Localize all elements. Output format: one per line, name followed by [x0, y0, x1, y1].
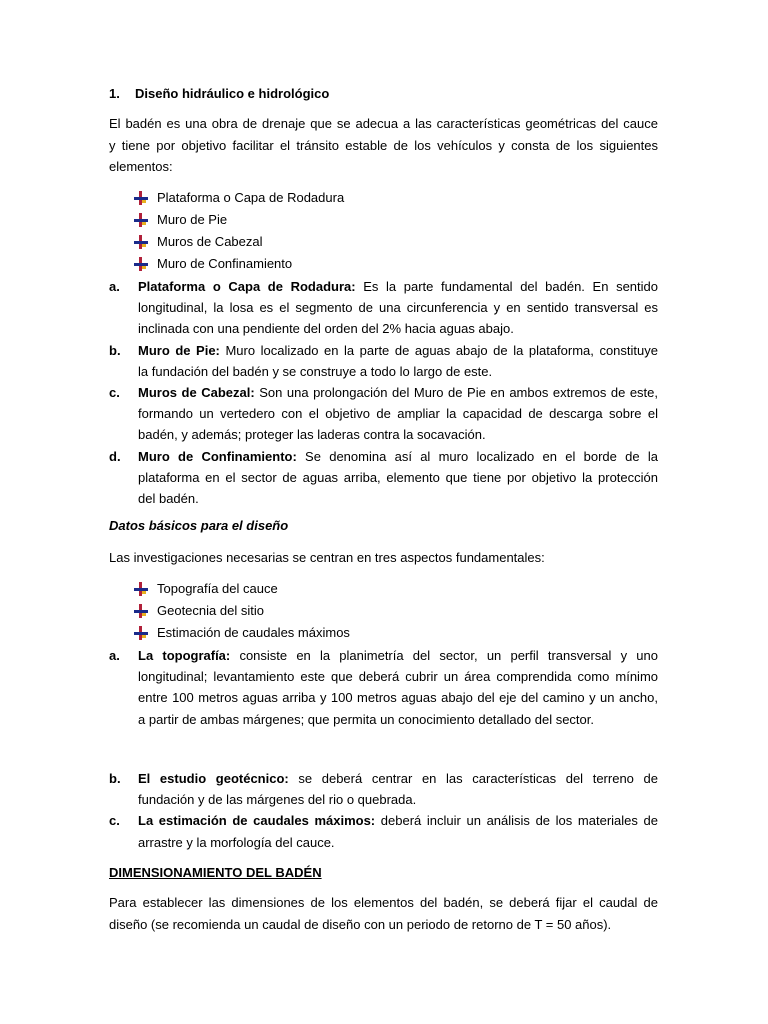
list-item	[134, 231, 344, 253]
item-text: Son una prolongación del Muro de Pie en ambos extremos de este,	[254, 384, 659, 400]
cross-bullet-icon	[134, 235, 148, 249]
item-text: a partir de ambas márgenes; que permita un conocimiento detallado del sector.	[138, 711, 594, 727]
subsection-title: Datos básicos para el diseño	[109, 518, 289, 533]
item-text: Muro localizado en la parte de aguas abajo de la plataforma, constituye	[219, 342, 658, 358]
item-term: La estimación de caudales máximos:	[138, 813, 376, 829]
item-text: badén, y además; proteger las laderas contra la socavación.	[138, 427, 486, 443]
item-term: Muro de Confinamiento:	[138, 448, 297, 464]
dimensionamiento-paragraph	[109, 892, 658, 935]
list-item	[134, 578, 350, 600]
item-text: arrastre y la morfología del cauce.	[138, 834, 335, 850]
cross-bullet-icon	[134, 191, 148, 205]
aspect-definitions-bc	[109, 768, 658, 853]
item-text: Es la parte fundamental del badén. En sentido	[355, 279, 658, 294]
definition-item	[109, 276, 658, 340]
list-item-label: Muro de Pie	[157, 212, 228, 227]
list-item-label: Estimación de caudales máximos	[157, 625, 350, 640]
cross-bullet-icon	[134, 604, 148, 618]
section-title: Diseño hidráulico e hidrológico	[135, 86, 330, 101]
item-letter: d.	[109, 448, 121, 464]
item-text: la fundación del badén y se construye a todo lo largo de este.	[138, 363, 493, 379]
aspects-bullet-list	[134, 578, 350, 644]
list-item	[134, 187, 344, 209]
list-item	[134, 253, 344, 275]
list-item-label: Plataforma o Capa de Rodadura	[157, 190, 345, 205]
list-item-label: Muro de Confinamiento	[157, 256, 293, 271]
paragraph-line: Las investigaciones necesarias se centran en tres aspectos fundamentales:	[109, 550, 545, 565]
section-number: 1.	[109, 86, 120, 101]
paragraph-line: El badén es una obra de drenaje que se adecua a las características geométricas del cauce	[109, 116, 658, 131]
intro-paragraph	[109, 113, 658, 178]
item-text: formando un vertedero con el objetivo de ampliar la capacidad de descarga sobre el	[138, 406, 658, 422]
item-text: longitudinal; levantamiento este que deberá cubrir un área comprendida como mínimo	[138, 669, 658, 685]
list-item-label: Muros de Cabezal	[157, 234, 263, 249]
item-letter: b.	[109, 342, 121, 358]
elements-bullet-list	[134, 187, 344, 275]
cross-bullet-icon	[134, 213, 148, 227]
item-text: inclinada con una pendiente del orden del 2% hacia aguas abajo.	[138, 321, 514, 337]
datos-intro	[109, 547, 658, 569]
definition-item	[109, 810, 658, 852]
paragraph-line: elementos:	[109, 159, 173, 174]
item-text: deberá incluir un análisis de los materiales de	[375, 813, 658, 829]
paragraph-line: y tiene por objetivo facilitar el tránsito estable de los vehículos y consta de los siguientes	[109, 137, 658, 153]
section-heading	[109, 85, 329, 103]
item-letter: c.	[109, 813, 120, 829]
item-text: longitudinal, la losa es el segmento de una circunferencia y en sentido transversal es	[138, 300, 658, 316]
item-text: consiste en la planimetría del sector, un perfil transversal y uno	[230, 648, 658, 663]
item-letter: c.	[109, 384, 120, 400]
element-definitions	[109, 276, 658, 509]
definition-item	[109, 340, 658, 382]
paragraph-line: diseño (se recomienda un caudal de diseño con un periodo de retorno de T = 50 años).	[109, 916, 612, 932]
definition-item	[109, 382, 658, 446]
item-text: se deberá centrar en las características del terreno de	[288, 771, 658, 786]
list-item	[134, 209, 344, 231]
cross-bullet-icon	[134, 626, 148, 640]
item-letter: a.	[109, 279, 120, 294]
item-letter: b.	[109, 771, 121, 786]
list-item-label: Topografía del cauce	[157, 581, 278, 596]
definition-item	[109, 768, 658, 810]
item-text: del badén.	[138, 490, 199, 506]
item-term: Muros de Cabezal:	[138, 384, 255, 400]
list-item-label: Geotecnia del sitio	[157, 603, 264, 618]
item-text: entre 100 metros aguas arriba y 100 metros aguas abajo del eje del camino y un ancho,	[138, 690, 658, 706]
item-text: plataforma en el sector de aguas arriba, elemento que tiene por objetivo la protección	[138, 469, 658, 485]
item-text: Se denomina así al muro localizado en el borde de la	[296, 448, 658, 464]
item-term: El estudio geotécnico:	[138, 771, 289, 786]
item-term: Muro de Pie:	[138, 342, 220, 358]
paragraph-line: Para establecer las dimensiones de los elementos del badén, se deberá fijar el caudal de	[109, 895, 658, 910]
definition-item	[109, 645, 658, 730]
list-item	[134, 622, 350, 644]
item-term: Plataforma o Capa de Rodadura:	[138, 279, 356, 294]
section-heading-dimensionamiento: DIMENSIONAMIENTO DEL BADÉN	[109, 865, 322, 880]
list-item	[134, 600, 350, 622]
item-term: La topografía:	[138, 648, 231, 663]
item-letter: a.	[109, 648, 120, 663]
aspect-definitions-a	[109, 645, 658, 730]
cross-bullet-icon	[134, 257, 148, 271]
item-text: fundación y de las márgenes del rio o quebrada.	[138, 792, 417, 808]
definition-item	[109, 446, 658, 510]
cross-bullet-icon	[134, 582, 148, 596]
